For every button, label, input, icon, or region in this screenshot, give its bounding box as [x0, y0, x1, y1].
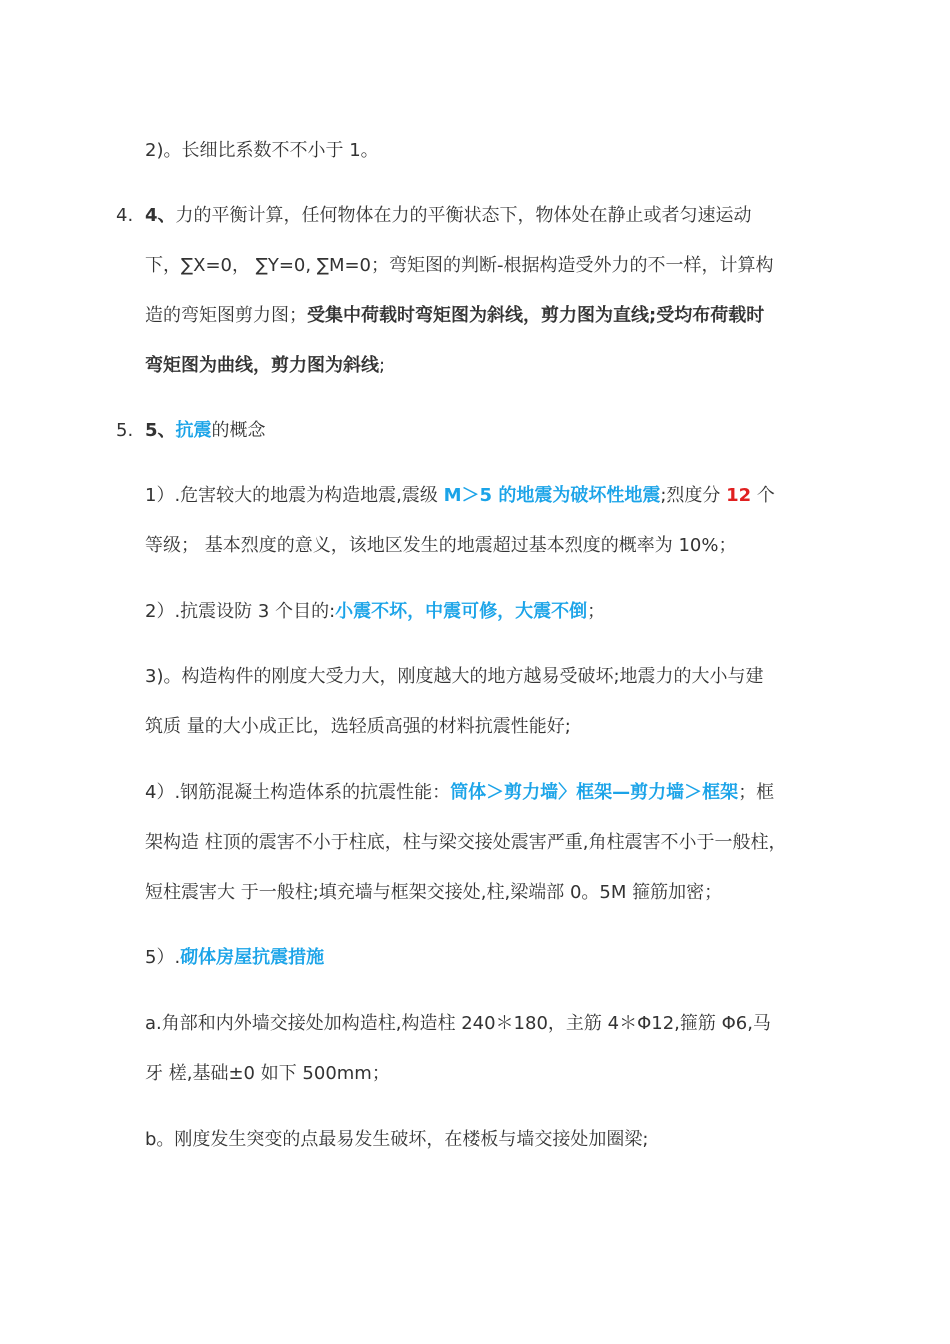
paragraph-line: [145, 139, 825, 163]
section-b-line-1: [145, 1128, 825, 1152]
text: 的概念: [211, 420, 266, 441]
text: 造的弯矩图剪力图；: [145, 305, 307, 326]
text: 2）.抗震设防 3 个目的:: [145, 601, 336, 622]
section-a-line-2: [145, 1062, 825, 1086]
list-item-4-line-3: [145, 304, 825, 328]
text: 5）.: [145, 947, 181, 968]
text: 牙 槎,基础±0 如下 500mm；: [145, 1063, 390, 1084]
item-heading: 5、: [145, 420, 176, 441]
section-5-title: [145, 946, 825, 970]
text: a.角部和内外墙交接处加构造柱,构造柱 240＊180，主筋 4＊Φ12,箍筋 Φ6,马: [145, 1013, 771, 1034]
text: 1）.危害较大的地震为构造地震,震级: [145, 485, 444, 506]
section-1-line-2: [145, 534, 825, 558]
text: ；框: [738, 782, 775, 803]
list-item-4-line-2: [145, 254, 825, 278]
highlight-text: 小震不坏，中震可修，大震不倒: [335, 601, 588, 622]
highlight-text: 筒体＞剪力墙〉框架—剪力墙＞框架: [450, 782, 739, 803]
text: 个: [751, 485, 775, 506]
text: ;烈度分: [660, 485, 727, 506]
text: 架构造 柱顶的震害不小于柱底，柱与梁交接处震害严重,角柱震害不小于一般柱，: [145, 832, 787, 853]
section-a-line-1: [145, 1012, 825, 1036]
item-heading: 4、: [145, 205, 176, 226]
list-item-4-line-4: [145, 354, 825, 378]
section-4-line-3: [145, 881, 825, 905]
section-1-line-1: [145, 484, 825, 508]
text: 等级； 基本烈度的意义，该地区发生的地震超过基本烈度的概率为 10%；: [145, 535, 737, 556]
text: 力的平衡计算，任何物体在力的平衡状态下，物体处在静止或者匀速运动: [175, 205, 752, 226]
section-4-line-1: [145, 781, 825, 805]
text: ；: [587, 601, 606, 622]
text: 下，∑X=0， ∑Y=0, ∑M=0；弯矩图的判断-根据构造受外力的不一样，计算构: [145, 255, 774, 276]
highlight-text: 抗震: [175, 420, 212, 441]
section-2-line-1: [145, 600, 825, 624]
text: 3)。构造构件的刚度大受力大，刚度越大的地方越易受破坏;地震力的大小与建: [145, 666, 764, 687]
text: b。刚度发生突变的点最易发生破坏，在楼板与墙交接处加圈梁;: [145, 1129, 649, 1150]
bold-text: 受集中荷载时弯矩图为斜线，剪力图为直线;受均布荷载时: [307, 305, 765, 326]
text: ;: [379, 355, 386, 376]
text: 短柱震害大 于一般柱;填充墙与框架交接处,柱,梁端部 0。5M 箍筋加密；: [145, 882, 723, 903]
bold-text: 弯矩图为曲线，剪力图为斜线: [145, 355, 379, 376]
highlight-text: 砌体房屋抗震措施: [180, 947, 325, 968]
list-item-5-title: [145, 419, 825, 443]
section-3-line-2: [145, 715, 825, 739]
list-number: 4.: [116, 205, 134, 226]
list-number: 5.: [116, 420, 134, 441]
red-highlight-text: 12: [726, 485, 752, 506]
section-3-line-1: [145, 665, 825, 689]
highlight-text: M＞5 的地震为破坏性地震: [443, 485, 661, 506]
text: 4）.钢筋混凝土构造体系的抗震性能：: [145, 782, 451, 803]
section-4-line-2: [145, 831, 825, 855]
list-item-4-line-1: [145, 204, 825, 228]
text: 筑质 量的大小成正比，选轻质高强的材料抗震性能好;: [145, 716, 571, 737]
text: 2)。长细比系数不不小于 1。: [145, 140, 379, 161]
